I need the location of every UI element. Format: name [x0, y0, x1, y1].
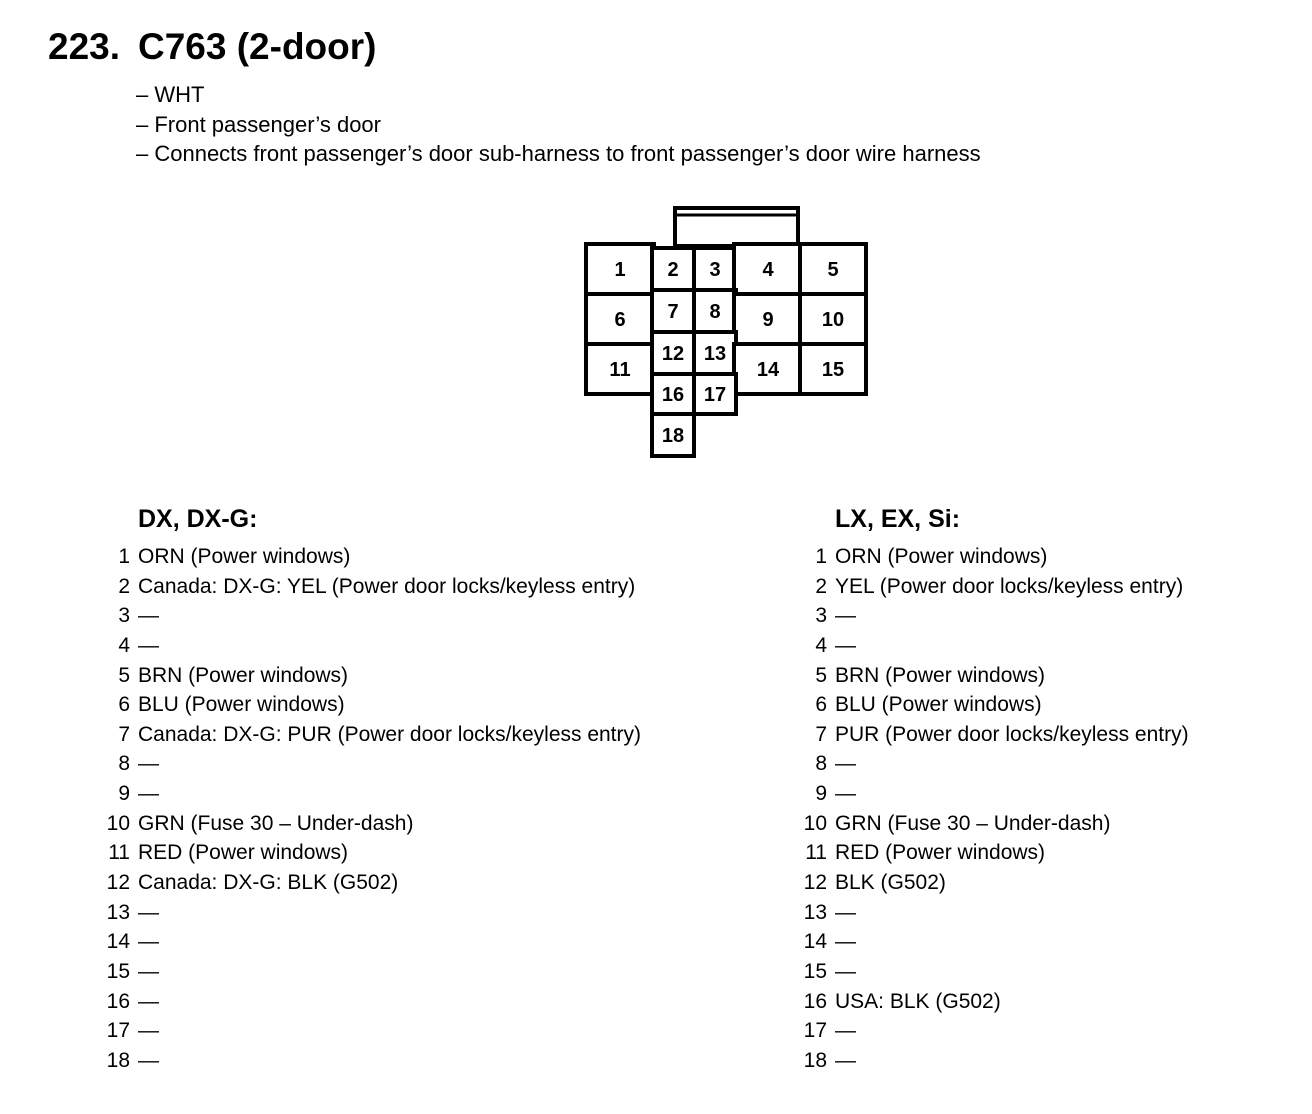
pin-number: 12: [106, 871, 130, 895]
pin-wire-description: RED (Power windows): [138, 841, 349, 865]
cavity-pin-label: 11: [609, 359, 631, 381]
cavity-pin-label: 15: [821, 359, 845, 381]
pin-wire-description: BLK (G502): [835, 871, 946, 895]
pin-number: 1: [815, 545, 827, 568]
pin-row: [797, 1046, 1189, 1076]
pin-number: 13: [106, 900, 130, 924]
pin-number: 4: [815, 633, 827, 657]
pin-wire-description: ORN (Power windows): [835, 545, 1048, 568]
pin-row: [100, 749, 641, 779]
pin-number: 14: [106, 930, 130, 954]
pin-wire-description: Canada: DX-G: YEL (Power door locks/keyless entry): [138, 574, 636, 598]
pin-row: [100, 661, 641, 691]
cavity-pin-label: 17: [703, 384, 727, 406]
pin-number: 9: [815, 782, 827, 806]
pin-number: 16: [803, 989, 827, 1013]
pin-wire-description: —: [138, 1048, 159, 1072]
pin-row: [100, 838, 641, 868]
pin-number: 6: [118, 693, 130, 717]
pin-wire-description: BRN (Power windows): [835, 663, 1046, 687]
pin-row: [797, 868, 1189, 898]
pin-row: [797, 690, 1189, 720]
pin-row: [100, 809, 641, 839]
pin-number: 10: [803, 811, 827, 835]
pin-row: [797, 572, 1189, 602]
pin-wire-description: Canada: DX-G: BLK (G502): [138, 871, 399, 895]
pin-row: [100, 1016, 641, 1046]
pin-wire-description: —: [138, 604, 159, 628]
pin-row: [100, 779, 641, 809]
pin-wire-description: —: [138, 900, 159, 924]
pin-row: [797, 987, 1189, 1017]
pin-wire-description: —: [835, 959, 856, 983]
note-color: – WHT: [136, 82, 205, 107]
pin-number: 11: [108, 841, 130, 865]
pin-row: [797, 1016, 1189, 1046]
cavity-pin-label: 1: [614, 259, 626, 281]
pin-number: 6: [815, 693, 827, 717]
cavity-pin-label: 16: [661, 384, 685, 406]
cavity-pin-label: 18: [661, 425, 685, 447]
pin-row: [100, 690, 641, 720]
pin-row: [100, 572, 641, 602]
connector-notes: [136, 80, 981, 169]
pin-number: 15: [106, 959, 130, 983]
pinout-heading: LX, EX, Si:: [835, 505, 961, 533]
cavity-pin-label: 7: [667, 301, 679, 323]
pin-row: [100, 957, 641, 987]
cavity-pin-label: 2: [667, 259, 679, 281]
connector-face-diagram: [584, 206, 874, 460]
pinout-heading: DX, DX-G:: [138, 505, 258, 533]
pin-number: 8: [815, 752, 827, 776]
pin-row: [797, 809, 1189, 839]
pin-row: [100, 927, 641, 957]
pin-number: 14: [803, 930, 827, 954]
pin-wire-description: BLU (Power windows): [835, 693, 1042, 717]
cavity-pin-label: 13: [703, 343, 727, 365]
pinout-dx-dxg: [100, 502, 641, 1076]
pin-number: 17: [803, 1019, 827, 1043]
pin-number: 7: [815, 722, 827, 746]
pin-wire-description: —: [138, 959, 159, 983]
pin-number: 18: [803, 1048, 827, 1072]
cavity-pin-label: 3: [709, 259, 721, 281]
pin-row: [100, 601, 641, 631]
pin-wire-description: —: [835, 752, 856, 776]
pin-wire-description: PUR (Power door locks/keyless entry): [835, 722, 1189, 746]
pin-row: [797, 720, 1189, 750]
pin-number: 5: [118, 663, 130, 687]
pin-number: 11: [805, 841, 827, 865]
cavity-pin-label: 8: [709, 301, 721, 323]
pin-row: [100, 987, 641, 1017]
pin-number: 9: [118, 782, 130, 806]
pin-number: 13: [803, 900, 827, 924]
pin-row: [797, 957, 1189, 987]
note-location: – Front passenger’s door: [136, 111, 381, 137]
pin-wire-description: YEL (Power door locks/keyless entry): [835, 574, 1184, 598]
pin-row: [797, 779, 1189, 809]
pin-row: [797, 631, 1189, 661]
pin-wire-description: —: [835, 1019, 856, 1043]
connector-title: [48, 26, 376, 68]
pin-wire-description: GRN (Fuse 30 – Under-dash): [835, 811, 1111, 835]
pin-wire-description: ORN (Power windows): [138, 545, 351, 568]
pin-row: [100, 898, 641, 928]
pin-wire-description: BLU (Power windows): [138, 693, 345, 717]
pin-row: [100, 1046, 641, 1076]
pin-wire-description: —: [138, 930, 159, 954]
cavity-pin-label: 6: [614, 309, 626, 331]
pin-number: 2: [118, 574, 130, 598]
pin-number: 16: [106, 989, 130, 1013]
pin-wire-description: RED (Power windows): [835, 841, 1046, 865]
pin-number: 8: [118, 752, 130, 776]
pin-wire-description: —: [138, 1019, 159, 1043]
connector-name: C763 (2-door): [138, 26, 377, 67]
pin-row: [797, 601, 1189, 631]
pin-number: 1: [118, 545, 130, 568]
pin-wire-description: Canada: DX-G: PUR (Power door locks/keyless entry): [138, 722, 642, 746]
pin-row: [797, 927, 1189, 957]
pin-number: 18: [106, 1048, 130, 1072]
pin-number: 10: [106, 811, 130, 835]
cavity-pin-label: 9: [762, 309, 774, 331]
pin-number: 15: [803, 959, 827, 983]
pin-wire-description: —: [138, 752, 159, 776]
pin-wire-description: —: [835, 930, 856, 954]
pin-number: 4: [118, 633, 130, 657]
pin-row: [100, 720, 641, 750]
pin-wire-description: —: [835, 633, 856, 657]
connector-index: 223.: [48, 26, 121, 67]
note-description: – Connects front passenger’s door sub-harness to front passenger’s door wire harness: [136, 141, 981, 166]
cavity-pin-label: 14: [756, 359, 780, 381]
pin-wire-description: —: [835, 782, 856, 806]
pin-wire-description: —: [138, 633, 159, 657]
pin-row: [100, 631, 641, 661]
pin-wire-description: USA: BLK (G502): [835, 989, 1001, 1013]
pin-number: 12: [803, 871, 827, 895]
pin-row: [797, 838, 1189, 868]
pin-row: [100, 542, 641, 572]
pin-row: [797, 661, 1189, 691]
pin-row: [100, 868, 641, 898]
pin-number: 5: [815, 663, 827, 687]
pin-wire-description: —: [138, 782, 159, 806]
pin-number: 3: [118, 604, 130, 628]
pin-number: 7: [118, 722, 130, 746]
pin-number: 3: [815, 604, 827, 628]
pin-wire-description: —: [835, 604, 856, 628]
cavity-pin-label: 5: [827, 259, 839, 281]
pin-wire-description: —: [138, 989, 159, 1013]
pin-row: [797, 542, 1189, 572]
pin-number: 2: [815, 574, 827, 598]
pin-row: [797, 749, 1189, 779]
pinout-lx-ex-si: [797, 502, 1189, 1076]
pin-number: 17: [106, 1019, 130, 1043]
cavity-pin-label: 12: [661, 343, 685, 365]
pin-wire-description: GRN (Fuse 30 – Under-dash): [138, 811, 414, 835]
cavity-pin-label: 4: [762, 259, 774, 281]
pin-row: [797, 898, 1189, 928]
cavity-pin-label: 10: [821, 309, 845, 331]
pin-wire-description: —: [835, 1048, 856, 1072]
pin-wire-description: —: [835, 900, 856, 924]
pin-wire-description: BRN (Power windows): [138, 663, 349, 687]
